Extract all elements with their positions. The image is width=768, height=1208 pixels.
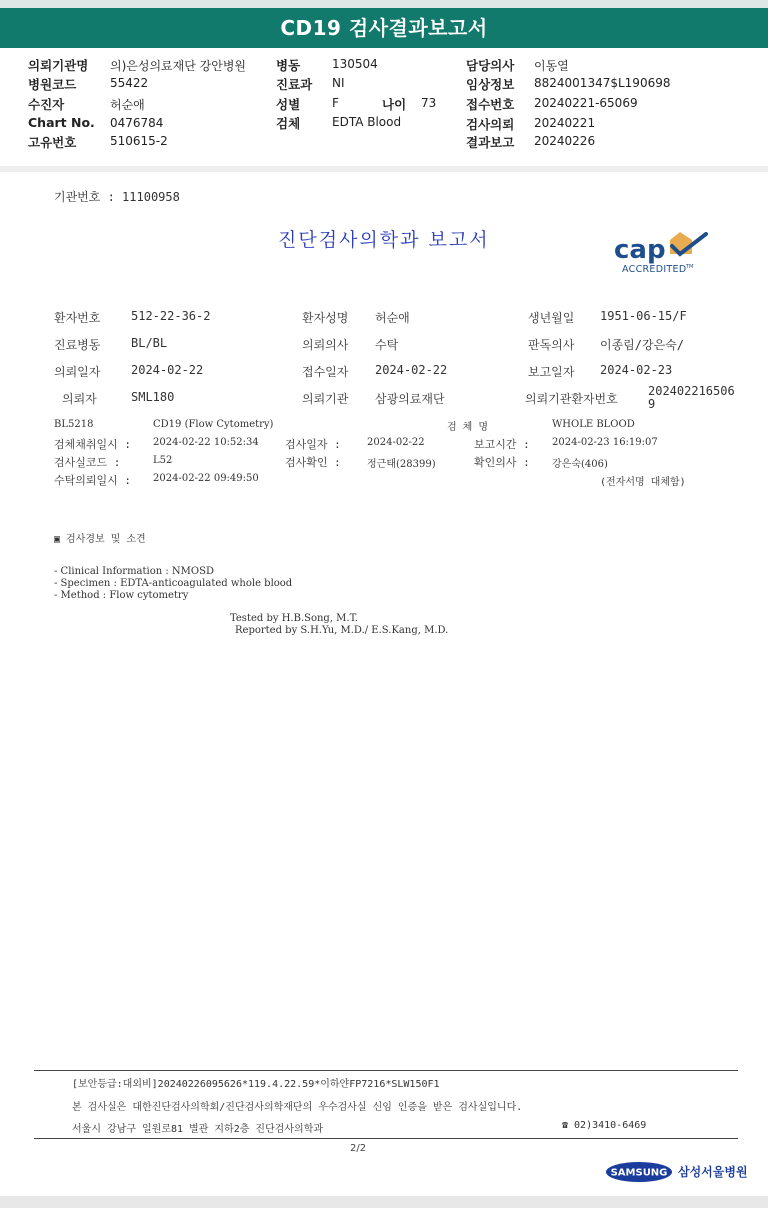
age-value: 73	[421, 96, 437, 110]
footer-rule-top	[34, 1070, 738, 1071]
lab-code-label: 검사실코드 :	[54, 456, 121, 469]
specimen-name-value: WHOLE BLOOD	[552, 419, 635, 430]
sex-label: 성별	[276, 97, 301, 112]
chart-no-label: Chart No.	[28, 115, 95, 130]
report-title-bar	[0, 8, 768, 48]
result-date-value: 20240226	[534, 134, 596, 148]
doctor-value: 이동열	[534, 59, 569, 73]
samsung-word: SAMSUNG	[610, 1167, 668, 1179]
tested-by: Tested by H.B.Song, M.T.	[230, 613, 358, 624]
receipt-no-value: 20240221-65069	[534, 96, 638, 110]
rpt-time-label: 보고시간 :	[474, 438, 530, 451]
req-date-row-value: 2024-02-22	[131, 363, 204, 377]
collect-value: 2024-02-22 10:52:34	[153, 437, 259, 448]
collect-label: 검체채취일시 :	[54, 438, 132, 451]
report-title: 진단검사의학과 보고서	[278, 229, 490, 251]
req-inst-pt-value-1: 202402216506	[648, 384, 735, 398]
verify-label: 검사확인 :	[285, 456, 341, 469]
hosp-code-label: 병원코드	[28, 77, 77, 92]
specimen-label: 검체	[276, 116, 301, 131]
cap-word: cap	[614, 235, 666, 265]
doctor-label: 담당의사	[466, 58, 515, 73]
page-number: 2/2	[350, 1143, 367, 1154]
clinical-label: 임상정보	[466, 77, 515, 92]
ward-row-label: 진료병동	[54, 338, 101, 352]
dob-label: 생년월일	[528, 311, 575, 325]
esign-note: (전자서명 대체함)	[600, 477, 686, 488]
requester-value: SML180	[131, 390, 175, 404]
security-line: [보안등급:대외비]20240226095626*119.4.22.59*이하얀FP7216*SLW150F1	[72, 1079, 440, 1090]
confirm-dr-value: 강은숙(406)	[552, 459, 608, 470]
chart-no-value: 0476784	[110, 116, 164, 130]
req-date-value: 20240221	[534, 116, 596, 130]
read-dr-value: 이종림/강은숙/	[600, 338, 685, 352]
test-name: CD19 (Flow Cytometry)	[153, 419, 274, 430]
address-line: 서울시 강남구 일원로81 별관 지하2층 진단검사의학과	[72, 1124, 324, 1135]
bottom-strip	[0, 1196, 768, 1208]
sex-value: F	[332, 96, 339, 110]
dept-value: NI	[332, 76, 345, 90]
reported-by: Reported by S.H.Yu, M.D./ E.S.Kang, M.D.	[235, 625, 449, 636]
cap-accredited-logo	[612, 230, 712, 278]
result-date-label: 결과보고	[466, 135, 515, 150]
note-method: - Method : Flow cytometry	[54, 590, 189, 601]
req-inst-pt-label: 의뢰기관환자번호	[525, 392, 618, 406]
ward-value: 130504	[332, 57, 378, 71]
age-label: 나이	[382, 97, 407, 112]
phone-line: ☎ 02)3410-6469	[562, 1120, 647, 1131]
read-dr-label: 판독의사	[528, 338, 575, 352]
pt-no-label: 환자번호	[54, 311, 101, 325]
req-inst-pt-value-2: 9	[648, 397, 656, 411]
unique-no-value: 510615-2	[110, 134, 168, 148]
patient-value: 허순애	[110, 98, 145, 112]
pt-name-value: 허순애	[375, 311, 410, 325]
exam-date-value: 2024-02-22	[367, 437, 425, 448]
exam-date-label: 검사일자 :	[285, 438, 341, 451]
footer-rule-bottom	[34, 1138, 738, 1139]
dept-label: 진료과	[276, 77, 313, 92]
receipt-no-label: 접수번호	[466, 97, 515, 112]
cap-accredited-text: ACCREDITED	[622, 264, 687, 275]
ward-row-value: BL/BL	[131, 336, 168, 350]
samsung-hospital-logo	[606, 1160, 748, 1184]
cap-tm-text: TM	[686, 264, 694, 270]
hosp-code-value: 55422	[110, 76, 149, 90]
consign-value: 2024-02-22 09:49:50	[153, 473, 259, 484]
patient-label: 수진자	[28, 97, 65, 112]
req-org-value: 의)은성의료재단 강안병원	[110, 59, 247, 73]
consign-label: 수탁의뢰일시 :	[54, 474, 132, 487]
rcv-date-label: 접수일자	[302, 365, 349, 379]
specimen-value: EDTA Blood	[332, 115, 402, 129]
req-inst-value: 삼광의료재단	[375, 392, 445, 406]
lab-code-value: L52	[153, 455, 173, 466]
pt-name-label: 환자성명	[302, 311, 349, 325]
req-date-row-label: 의뢰일자	[54, 365, 101, 379]
req-inst-label: 의뢰기관	[302, 392, 349, 406]
pt-no-value: 512-22-36-2	[131, 309, 211, 323]
req-dr-label: 의뢰의사	[302, 338, 349, 352]
note-specimen: - Specimen : EDTA-anticoagulated whole blood	[54, 578, 293, 589]
rpt-date-value: 2024-02-23	[600, 363, 673, 377]
section-heading: ▣ 검사경보 및 소견	[54, 534, 146, 545]
org-number: 기관번호 : 11100958	[54, 190, 180, 204]
ward-label: 병동	[276, 58, 301, 73]
requester-label: 의뢰자	[62, 392, 97, 406]
confirm-dr-label: 확인의사 :	[474, 456, 530, 469]
rpt-date-label: 보고일자	[528, 365, 575, 379]
rcv-date-value: 2024-02-22	[375, 363, 448, 377]
req-org-label: 의뢰기관명	[28, 58, 89, 73]
test-code: BL5218	[54, 419, 94, 430]
page-title: CD19 검사결과보고서	[280, 16, 488, 40]
header-separator	[0, 166, 768, 172]
req-date-label: 검사의뢰	[466, 117, 515, 132]
specimen-name-label: 검 체 명	[447, 422, 489, 433]
dob-value: 1951-06-15/F	[600, 309, 687, 323]
verify-value: 정근태(28399)	[367, 459, 436, 470]
clinical-value: 8824001347$L190698	[534, 76, 671, 90]
rpt-time-value: 2024-02-23 16:19:07	[552, 437, 658, 448]
hospital-name: 삼성서울병원	[678, 1165, 748, 1179]
req-dr-value: 수탁	[375, 338, 399, 352]
certification-line: 본 검사실은 대한진단검사의학회/진단검사의학재단의 우수검사실 신임 인증을 받은 검사실입니다.	[72, 1102, 523, 1113]
note-clinical-info: - Clinical Information : NMOSD	[54, 566, 214, 577]
unique-no-label: 고유번호	[28, 135, 77, 150]
